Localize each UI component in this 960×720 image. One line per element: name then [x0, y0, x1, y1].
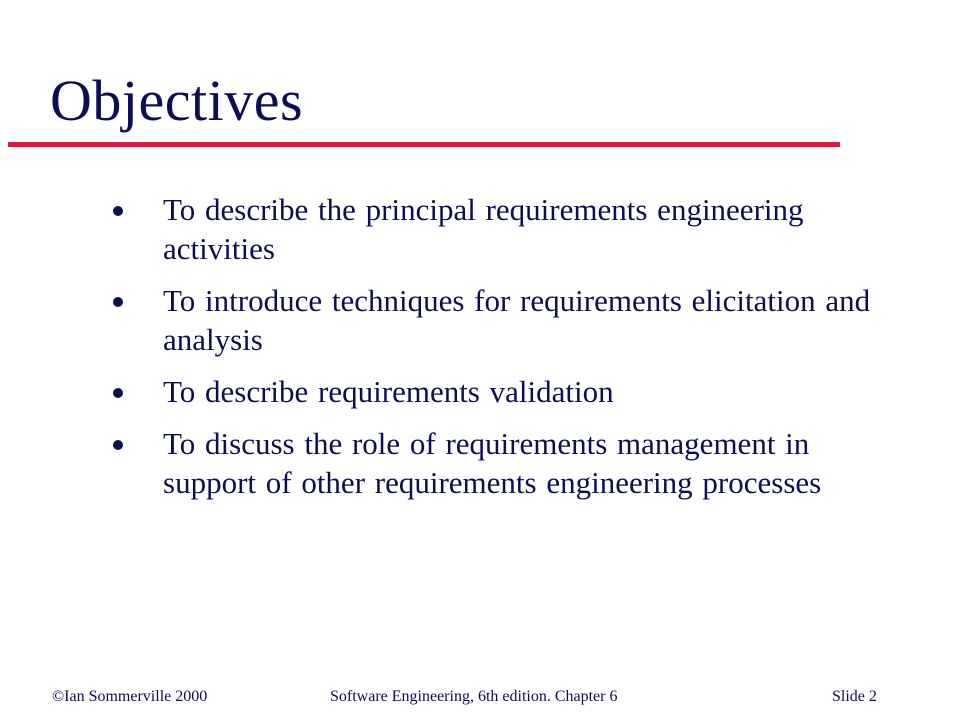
title-underline: [8, 142, 840, 147]
bullet-icon: [113, 388, 123, 398]
bullet-text: To describe the principal requirements engineering activities: [163, 192, 804, 266]
bullet-icon: [113, 440, 123, 450]
bullet-text: To introduce techniques for requirements elicitation and analysis: [163, 283, 871, 357]
bullet-icon: [113, 297, 123, 307]
list-item: [0, 281, 960, 359]
footer-copyright: ©Ian Sommerville 2000: [52, 688, 208, 705]
list-item: [0, 424, 960, 502]
bullet-text: To describe requirements validation: [163, 374, 614, 409]
slide-title: Objectives: [50, 68, 304, 133]
bullet-text: To discuss the role of requirements management in support of other requirements engineering processes: [163, 426, 822, 500]
footer-slide-number: Slide 2: [832, 688, 877, 705]
footer-book-title: Software Engineering, 6th edition. Chapter 6: [330, 688, 618, 705]
objectives-list: [0, 190, 960, 515]
bullet-icon: [113, 206, 123, 216]
list-item: [0, 190, 960, 268]
list-item: [0, 372, 960, 411]
